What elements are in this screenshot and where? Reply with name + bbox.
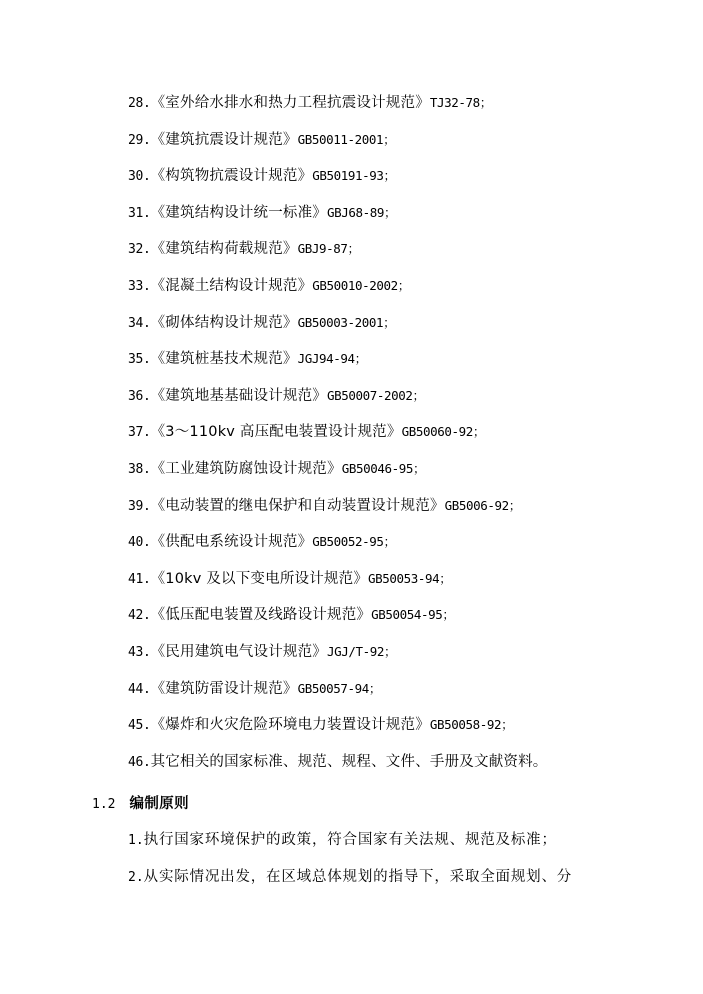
reference-title: 《民用建筑电气设计规范》: [150, 643, 327, 660]
reference-number: 29.: [128, 132, 151, 148]
reference-item: [128, 495, 688, 532]
reference-code: GB50191-93；: [312, 168, 396, 184]
reference-title: 《建筑结构设计统一标准》: [150, 204, 327, 221]
reference-title: 《低压配电装置及线路设计规范》: [150, 607, 372, 624]
reference-number: 45.: [128, 718, 151, 734]
reference-title: 《3～110kv 高压配电装置设计规范》: [150, 424, 402, 441]
reference-title: 《爆炸和火灾危险环境电力装置设计规范》: [150, 717, 430, 734]
reference-code: GB50011-2001；: [297, 131, 396, 147]
reference-list: [128, 92, 688, 787]
reference-number: 40.: [128, 535, 151, 551]
reference-item: [128, 421, 688, 458]
reference-item: [128, 202, 688, 239]
reference-title: 《电动装置的继电保护和自动装置设计规范》: [150, 497, 445, 514]
reference-number: 36.: [128, 388, 151, 404]
reference-title: 《建筑地基基础设计规范》: [150, 387, 327, 404]
reference-number: 37.: [128, 425, 151, 441]
reference-item: [128, 714, 688, 751]
reference-item: [128, 348, 688, 385]
reference-item: [128, 751, 688, 788]
reference-code: GB5006-92；: [444, 497, 521, 513]
reference-code: GBJ9-87；: [297, 241, 360, 257]
reference-code: GB50010-2002；: [312, 277, 410, 293]
reference-title: 其它相关的国家标准、规范、规程、文件、手册及文献资料。: [150, 753, 548, 770]
reference-code: JGJ94-94；: [297, 351, 367, 367]
principle-number: 2.: [128, 869, 144, 885]
reference-title: 《10kv 及以下变电所设计规范》: [150, 570, 369, 587]
principle-text: 执行国家环境保护的政策，符合国家有关法规、规范及标准；: [143, 832, 557, 848]
reference-code: GB50060-92；: [401, 424, 485, 440]
principle-text: 从实际情况出发，在区域总体规划的指导下，采取全面规划、分: [143, 868, 573, 885]
reference-code: GB50053-94；: [368, 570, 452, 586]
reference-title: 《混凝土结构设计规范》: [150, 277, 313, 294]
reference-item: [128, 129, 688, 166]
reference-item: [128, 678, 688, 715]
reference-item: [128, 568, 688, 605]
reference-item: [128, 641, 688, 678]
section-title: 编制原则: [129, 796, 190, 812]
reference-code: GBJ68-89；: [327, 204, 397, 220]
principle-number: 1.: [128, 833, 144, 848]
section-heading: [92, 792, 189, 816]
reference-number: 46.: [128, 754, 151, 770]
section-number: 1.2: [92, 797, 116, 812]
reference-title: 《构筑物抗震设计规范》: [150, 168, 313, 185]
reference-title: 《建筑桩基技术规范》: [150, 351, 298, 368]
reference-number: 31.: [128, 205, 151, 221]
reference-code: TJ32-78；: [429, 95, 492, 110]
reference-title: 《建筑抗震设计规范》: [150, 131, 298, 148]
reference-code: GB50046-95；: [341, 460, 426, 476]
reference-number: 38.: [128, 461, 151, 477]
reference-title: 《建筑防雷设计规范》: [150, 680, 298, 697]
reference-item: [128, 604, 688, 641]
reference-item: [128, 385, 688, 422]
reference-number: 32.: [128, 242, 151, 258]
reference-code: GB50052-95；: [312, 534, 396, 550]
principles-list: [128, 829, 572, 902]
reference-number: 33.: [128, 278, 151, 294]
reference-number: 28.: [128, 96, 151, 111]
reference-item: [128, 458, 688, 495]
reference-title: 《工业建筑防腐蚀设计规范》: [150, 460, 342, 477]
reference-number: 34.: [128, 315, 151, 331]
reference-item: [128, 531, 688, 568]
reference-item: [128, 238, 688, 275]
reference-title: 《建筑结构荷载规范》: [150, 241, 298, 258]
reference-item: [128, 165, 688, 202]
reference-item: [128, 275, 688, 312]
reference-number: 42.: [128, 608, 151, 624]
reference-number: 43.: [128, 644, 151, 660]
reference-code: GB50057-94；: [297, 680, 381, 696]
reference-number: 44.: [128, 681, 151, 697]
reference-number: 41.: [128, 571, 151, 587]
reference-code: GB50054-95；: [371, 607, 455, 623]
reference-number: 35.: [128, 352, 151, 368]
reference-number: 30.: [128, 169, 151, 185]
reference-item: [128, 312, 688, 349]
reference-code: GB50007-2002；: [327, 387, 425, 403]
reference-title: 《室外给水排水和热力工程抗震设计规范》: [150, 95, 430, 111]
reference-number: 39.: [128, 498, 151, 514]
principle-item: [128, 866, 572, 903]
reference-title: 《砌体结构设计规范》: [150, 314, 298, 331]
reference-code: GB50058-92；: [429, 717, 514, 733]
principle-item: [128, 829, 572, 866]
reference-title: 《供配电系统设计规范》: [150, 534, 313, 551]
reference-code: GB50003-2001；: [297, 314, 396, 330]
reference-item: [128, 92, 688, 129]
reference-code: JGJ/T-92；: [327, 643, 397, 659]
